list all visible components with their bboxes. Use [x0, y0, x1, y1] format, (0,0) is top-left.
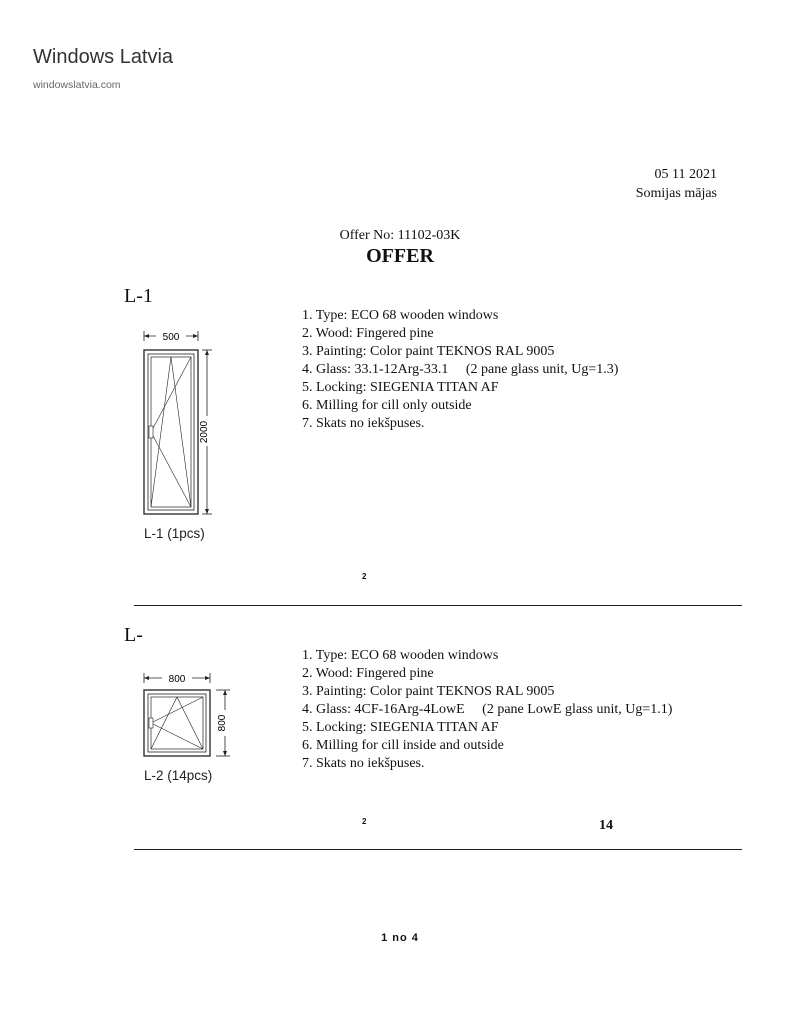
height-dimension: 800 [217, 714, 228, 732]
spec-item: 5. Locking: SIEGENIA TITAN AF [302, 380, 499, 395]
divider [134, 605, 742, 606]
offer-number: Offer No: 11102-03K [339, 228, 461, 243]
spec-item: 7. Skats no iekšpuses. [302, 416, 425, 431]
spec-list [302, 307, 618, 433]
width-dimension: 500 [162, 332, 180, 343]
position-caption: L-2 (14pcs) [144, 768, 213, 783]
customer-name: Somijas mājas [635, 186, 717, 201]
spec-item: 3. Painting: Color paint TEKNOS RAL 9005 [302, 684, 555, 699]
position-quantity: 14 [599, 818, 613, 833]
spec-item: 3. Painting: Color paint TEKNOS RAL 9005 [302, 344, 555, 359]
spec-item: 4. Glass: 4CF-16Arg-4LowE (2 pane LowE glass unit, Ug=1.1) [302, 702, 673, 717]
position-id: L- [124, 624, 143, 646]
offer-date: 05 11 2021 [654, 167, 717, 182]
offer-title: OFFER [366, 245, 434, 267]
company-name: Windows Latvia [33, 46, 174, 68]
height-dimension: 2000 [199, 420, 210, 444]
spec-item: 1. Type: ECO 68 wooden windows [302, 648, 499, 663]
position-caption: L-1 (1pcs) [144, 526, 205, 541]
position-mark: 2 [362, 817, 367, 826]
width-dimension: 800 [168, 674, 186, 685]
spec-item: 1. Type: ECO 68 wooden windows [302, 308, 499, 323]
spec-item: 2. Wood: Fingered pine [302, 666, 434, 681]
position-mark: 2 [362, 572, 367, 581]
position-id: L-1 [124, 285, 153, 307]
spec-item: 4. Glass: 33.1-12Arg-33.1 (2 pane glass unit, Ug=1.3) [302, 362, 619, 377]
window-drawing-l1 [138, 326, 218, 522]
spec-item: 7. Skats no iekšpuses. [302, 756, 425, 771]
divider [134, 849, 742, 850]
spec-item: 6. Milling for cill only outside [302, 398, 472, 413]
spec-item: 5. Locking: SIEGENIA TITAN AF [302, 720, 499, 735]
window-drawing-l2 [138, 668, 238, 768]
company-website: windowslatvia.com [33, 79, 121, 91]
spec-item: 6. Milling for cill inside and outside [302, 738, 504, 753]
spec-item: 2. Wood: Fingered pine [302, 326, 434, 341]
page-number: 1 no 4 [381, 932, 419, 944]
spec-list [302, 647, 672, 773]
